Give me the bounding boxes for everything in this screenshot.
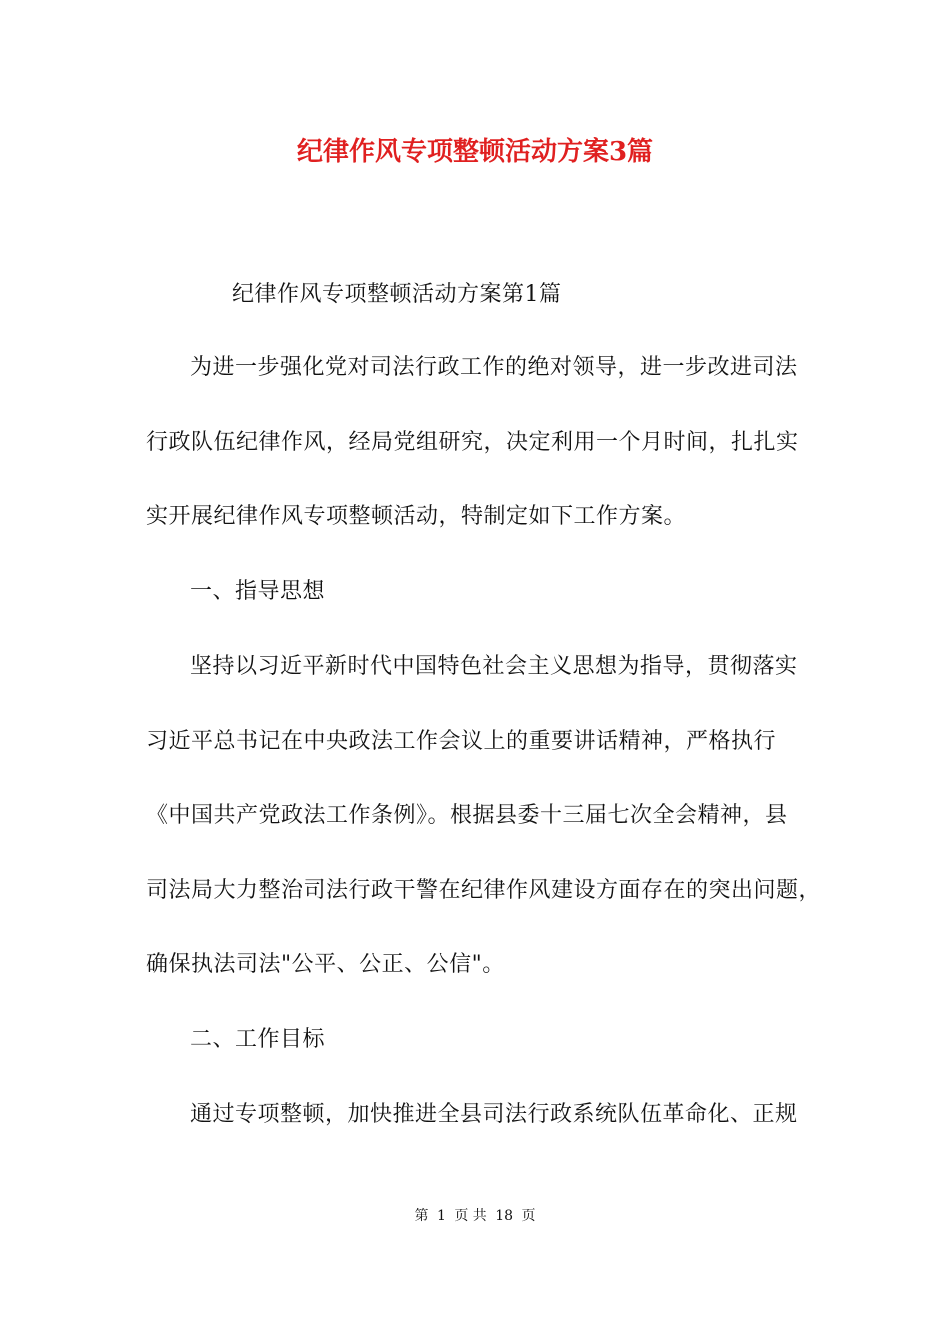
footer-current-page: 1 (436, 1208, 446, 1224)
footer-suffix: 页 (521, 1208, 536, 1224)
document-title: 纪律作风专项整顿活动方案3篇 (296, 137, 654, 167)
section-heading-guiding-thought: 一、指导思想 (190, 579, 326, 604)
footer-prefix: 第 (414, 1208, 429, 1224)
paragraph-line: 坚持以习近平新时代中国特色社会主义思想为指导，贯彻落实 (190, 654, 798, 679)
section-heading-work-goals: 二、工作目标 (190, 1027, 326, 1052)
paragraph-line: 习近平总书记在中央政法工作会议上的重要讲话精神，严格执行 (146, 729, 777, 754)
paragraph-line: 通过专项整顿，加快推进全县司法行政系统队伍革命化、正规 (190, 1102, 798, 1127)
paragraph-line: 司法局大力整治司法行政干警在纪律作风建设方面存在的突出问题， (146, 878, 822, 903)
paragraph-line: 确保执法司法"公平、公正、公信"。 (146, 952, 505, 977)
paragraph-line: 实开展纪律作风专项整顿活动，特制定如下工作方案。 (146, 504, 687, 529)
section-heading-1: 纪律作风专项整顿活动方案第1篇 (232, 282, 562, 307)
paragraph-line: 行政队伍纪律作风，经局党组研究，决定利用一个月时间，扎扎实 (146, 430, 799, 455)
page-footer (0, 1206, 950, 1226)
paragraph-line: 《中国共产党政法工作条例》。根据县委十三届七次全会精神，县 (146, 803, 788, 828)
footer-middle: 页 共 (454, 1208, 487, 1224)
paragraph-line: 为进一步强化党对司法行政工作的绝对领导，进一步改进司法 (190, 355, 798, 380)
footer-total-pages: 18 (495, 1208, 514, 1224)
